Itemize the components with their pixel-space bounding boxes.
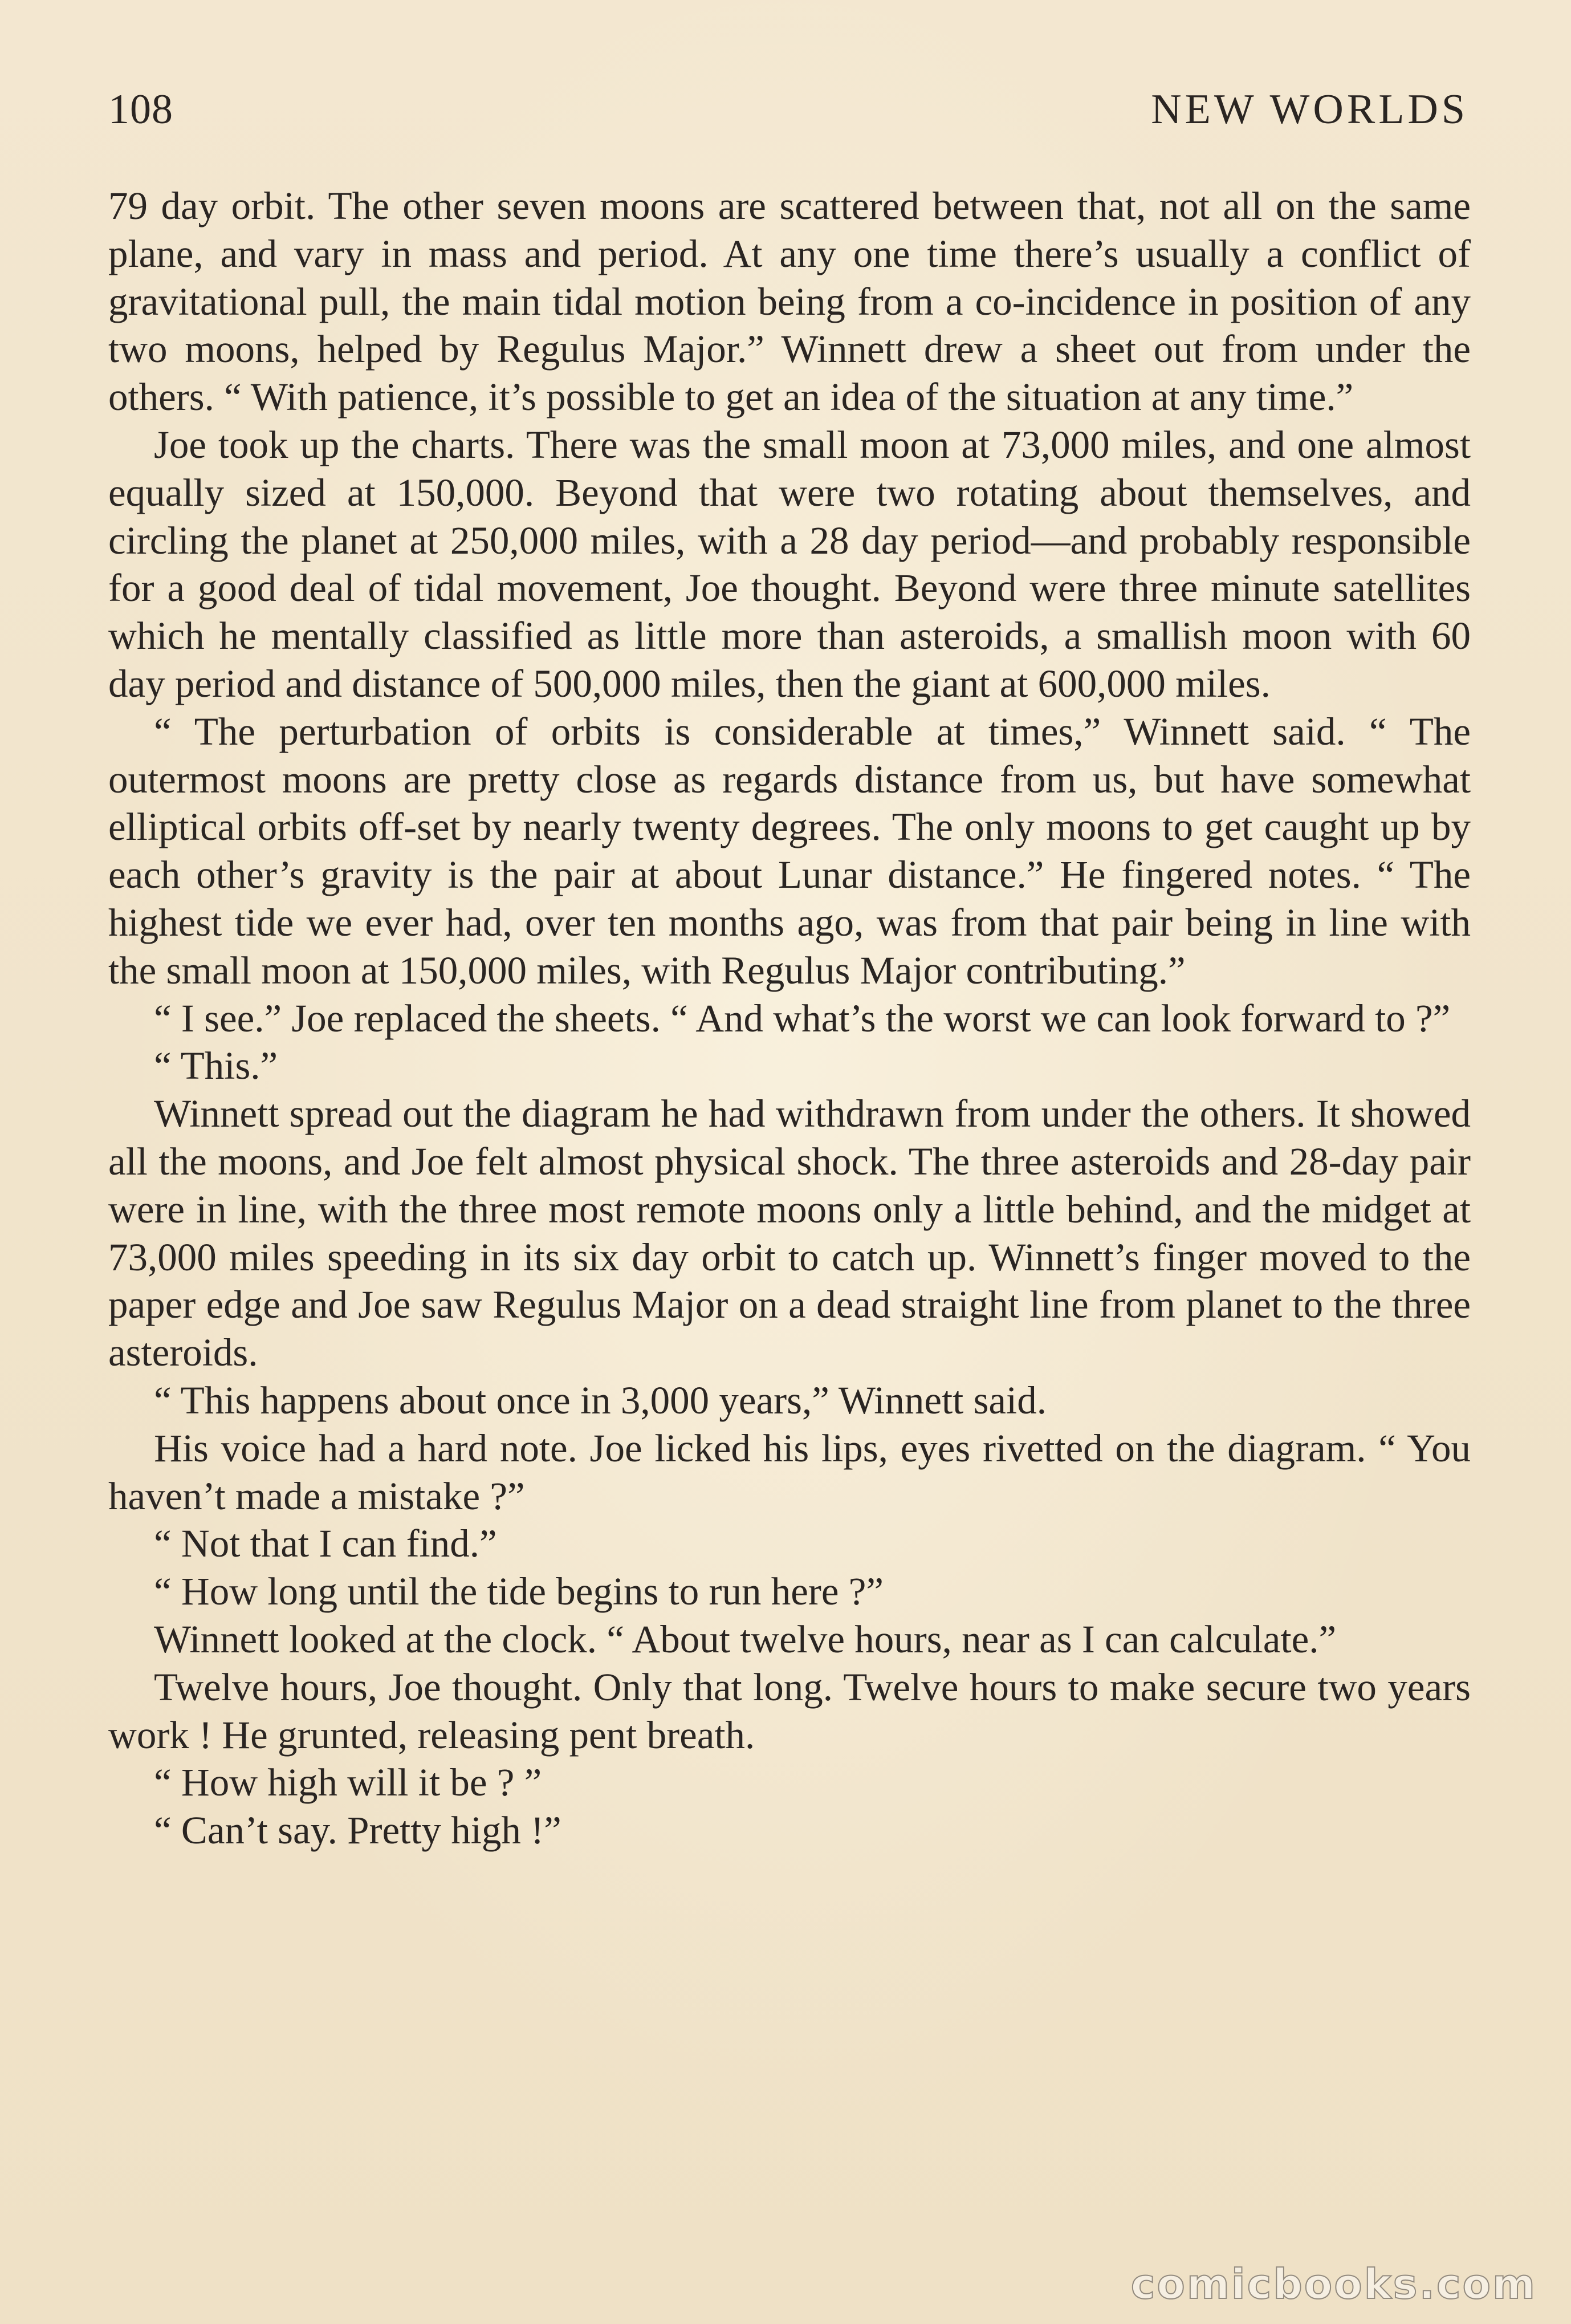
paragraph: “ How high will it be ? ” [154,1761,542,1805]
body-text [108,182,1471,1855]
paragraph: “ I see.” Joe replaced the sheets. “ And what’s the worst we can look forward to ?” [154,996,1451,1040]
paragraph: Joe took up the charts. There was the small moon at 73,000 miles, and one almost equally sized at 150,000. Beyond that were two rotating about themselves, and circling the planet at 250,000 miles, with a 28 day period—and probably responsible for a good deal of tidal movement, Joe thought. Beyond were three minute satellites which he mentally classified as little more than asteroids, a smallish moon with 60 day period and distance of 500,000 miles, then the giant at 600,000 miles. [108,422,1471,705]
paragraph: 79 day orbit. The other seven moons are scattered between that, not all on the same plane, and vary in mass and period. At any one time there’s usually a conflict of gravitational pull, the main tidal motion being from a co-incidence in position of any two moons, helped by Regulus Major.” Winnett drew a sheet out from under the others. “ With patience, it’s possible to get an idea of the situation at any time.” [108,184,1471,419]
paragraph: “ This happens about once in 3,000 years,” Winnett said. [154,1378,1047,1422]
paragraph: “ How long until the tide begins to run here ?” [154,1570,884,1614]
watermark: comicbooks.com [1130,2260,1537,2308]
paragraph: “ Can’t say. Pretty high !” [154,1809,561,1852]
paragraph: Twelve hours, Joe thought. Only that long. Twelve hours to make secure two years work ! He grunted, releasing pent breath. [108,1665,1471,1757]
paragraph: His voice had a hard note. Joe licked his lips, eyes rivetted on the diagram. “ You haven’t made a mistake ?” [108,1426,1471,1518]
running-head [108,86,1468,148]
paragraph: “ The perturbation of orbits is considerable at times,” Winnett said. “ The outermost moons are pretty close as regards distance from us, but have somewhat elliptical orbits off-set by nearly twenty degrees. The only moons to get caught up by each other’s gravity is the pair at about Lunar distance.” He fingered notes. “ The highest tide we ever had, over ten months ago, was from that pair being in line with the small moon at 150,000 miles, with Regulus Major contributing.” [108,709,1471,992]
paragraph: “ This.” [154,1044,278,1088]
running-title: NEW WORLDS [1151,86,1468,133]
paragraph: Winnett spread out the diagram he had withdrawn from under the others. It showed all the moons, and Joe felt almost physical shock. The three asteroids and 28-day pair were in line, with the three most remote moons only a little behind, and the midget at 73,000 miles speeding in its six day orbit to catch up. Winnett’s finger moved to the paper edge and Joe saw Regulus Major on a dead straight line from planet to the three asteroids. [108,1092,1471,1375]
paragraph: “ Not that I can find.” [154,1522,497,1566]
paragraph: Winnett looked at the clock. “ About twelve hours, near as I can calculate.” [154,1617,1337,1661]
page-number: 108 [108,86,173,133]
